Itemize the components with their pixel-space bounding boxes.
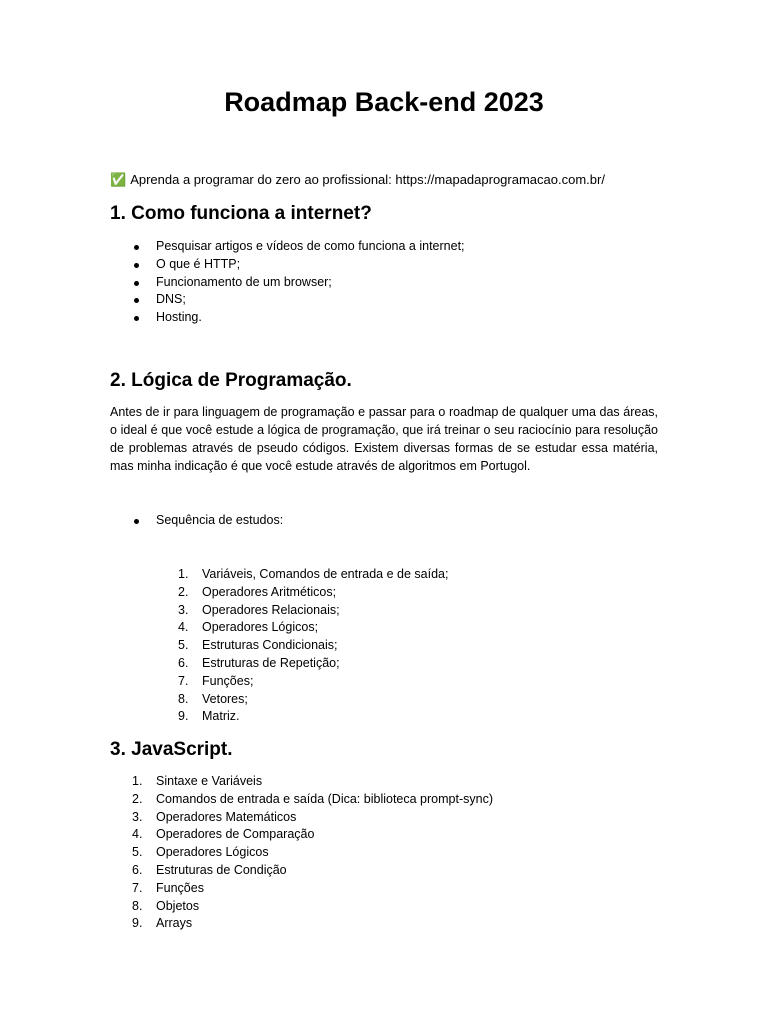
bullet-icon bbox=[134, 281, 139, 286]
list-item: 6. Estruturas de Repetição; bbox=[178, 655, 340, 670]
list-item: 3. Operadores Matemáticos bbox=[132, 809, 297, 824]
list-item: 1. Variáveis, Comandos de entrada e de saída; bbox=[178, 567, 449, 581]
bullet-icon bbox=[134, 245, 139, 250]
list-item: 9. Matriz. bbox=[178, 709, 240, 724]
list-item: 4. Operadores Lógicos; bbox=[178, 620, 319, 635]
section-heading-internet: 1. Como funciona a internet? bbox=[110, 203, 372, 224]
list-item: 5. Estruturas Condicionais; bbox=[178, 638, 338, 653]
list-item: Sequência de estudos: bbox=[156, 512, 283, 530]
logica-bullet-list bbox=[156, 512, 283, 530]
section-heading-logica: 2. Lógica de Programação. bbox=[110, 370, 352, 391]
bullet-icon bbox=[134, 316, 139, 321]
list-item: 5. Operadores Lógicos bbox=[132, 845, 269, 860]
list-item: 8. Vetores; bbox=[178, 691, 248, 706]
list-item: 2. Operadores Aritméticos; bbox=[178, 584, 337, 599]
logica-study-sequence bbox=[178, 566, 449, 726]
list-item: O que é HTTP; bbox=[156, 256, 465, 274]
bullet-icon bbox=[134, 298, 139, 303]
list-item: Pesquisar artigos e vídeos de como funciona a internet; bbox=[156, 238, 465, 256]
check-icon: ✅ bbox=[110, 172, 127, 187]
list-item: 3. Operadores Relacionais; bbox=[178, 602, 340, 617]
list-item: 1. Sintaxe e Variáveis bbox=[132, 774, 263, 788]
bullet-icon bbox=[134, 519, 139, 524]
list-item: DNS; bbox=[156, 291, 465, 309]
list-item: 9. Arrays bbox=[132, 916, 193, 931]
intro-text: Aprenda a programar do zero ao profissional: https://mapadaprogramacao.com.br/ bbox=[130, 172, 605, 187]
list-item: 7. Funções bbox=[132, 880, 204, 895]
list-item: Hosting. bbox=[156, 309, 465, 327]
intro-line bbox=[110, 171, 605, 189]
list-item: Funcionamento de um browser; bbox=[156, 274, 465, 292]
bullet-icon bbox=[134, 263, 139, 268]
section-heading-javascript: 3. JavaScript. bbox=[110, 739, 233, 760]
list-item: 2. Comandos de entrada e saída (Dica: biblioteca prompt-sync) bbox=[132, 791, 493, 806]
list-item: 8. Objetos bbox=[132, 898, 200, 913]
list-item: 7. Funções; bbox=[178, 673, 254, 688]
internet-topic-list bbox=[156, 238, 465, 327]
list-item: 4. Operadores de Comparação bbox=[132, 827, 315, 842]
javascript-topic-list bbox=[132, 773, 493, 933]
logica-paragraph: Antes de ir para linguagem de programação e passar para o roadmap de qualquer uma das áreas, o ideal é que você estude a lógica de programação, que irá treinar o seu raciocínio para resolução de problemas através de pseudo códigos. Existem diversas formas de se estudar essa matéria, mas minha indicação é que você estude através de algoritmos em Portugol. bbox=[110, 405, 658, 473]
page-title: Roadmap Back-end 2023 bbox=[224, 87, 544, 117]
list-item: 6. Estruturas de Condição bbox=[132, 862, 287, 877]
